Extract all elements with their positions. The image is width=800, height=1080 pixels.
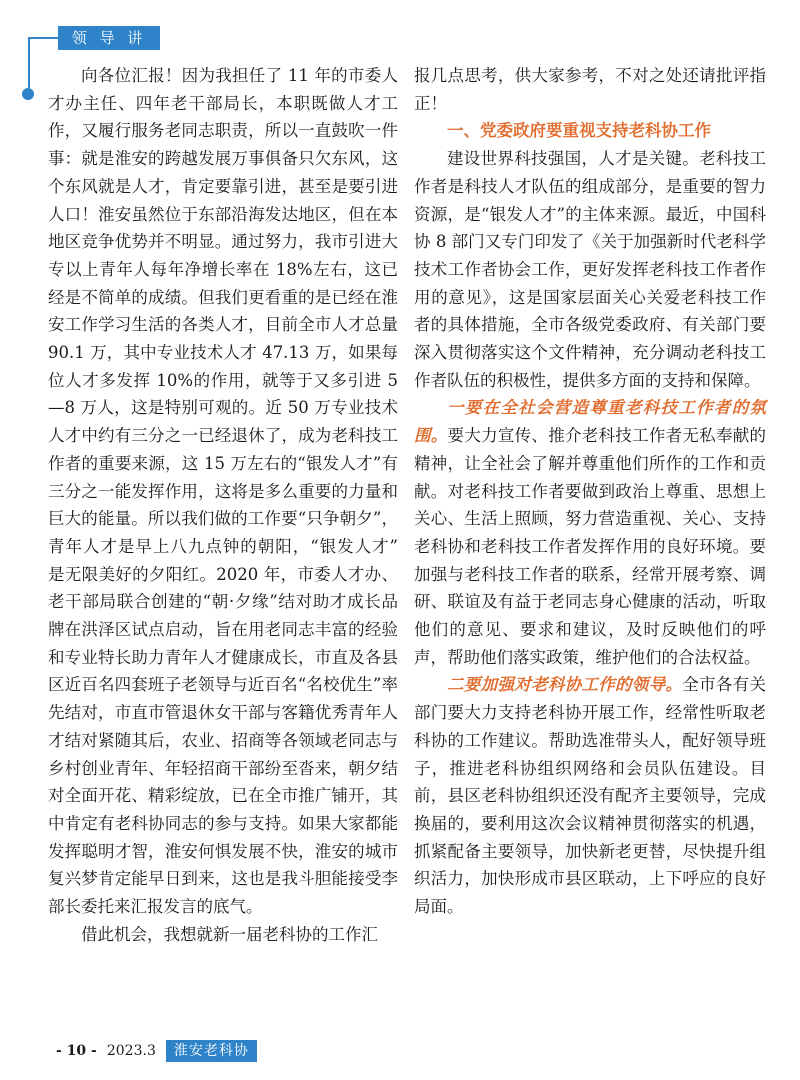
- page-footer: [56, 1040, 257, 1062]
- sub-point-body: 要大力宣传、推介老科技工作者无私奉献的精神，让全社会了解并尊重他们所作的工作和贡献。对老科技工作者要做到政治上尊重、思想上关心、生活上照顾，努力营造重视、关心、支持老科协和老科技工作者发挥作用的良好环境。要加强与老科技工作者的联系，经常开展考察、调研、联谊及有益于老同志身心健康的活动，听取他们的意见、要求和建议，及时反映他们的呼声，帮助他们落实政策，维护他们的合法权益。: [414, 426, 767, 667]
- body-paragraph: 借此机会，我想就新一届老科协的工作汇: [81, 924, 378, 944]
- sub-point-title: 一要在全社会营造尊重老科技工作者的氛围。: [414, 398, 766, 446]
- body-paragraph: 建设世界科技强国，人才是关键。老科技工作者是科技人才队伍的组成部分，是重要的智力资源，是“银发人才”的主体来源。最近，中国科协 8 部门又专门印发了《关于加强新时代老科学技术工作者协会工作，更好发挥老科技工作者作用的意见》，这是国家层面关心关爱老科技工作者的具体措施，全市各级党委政府、有关部门要深入贯彻落实这个文件精神，充分调动老科技工作者队伍的积极性，提供多方面的支持和保障。: [414, 149, 766, 390]
- sub-point-paragraph: [414, 394, 766, 671]
- issue-label: 2023.3: [106, 1043, 156, 1059]
- right-column: [414, 62, 766, 921]
- header-dot: [22, 88, 34, 100]
- page-number: - 10 -: [56, 1043, 97, 1059]
- section-heading: 一、党委政府要重视支持老科协工作: [447, 121, 711, 141]
- section-tag: 领 导 讲 话: [58, 26, 160, 50]
- body-paragraph: 向各位汇报！因为我担任了 11 年的市委人才办主任、四年老干部局长，本职既做人才工作，又履行服务老同志职责，所以一直鼓吹一件事：就是淮安的跨越发展万事俱备只欠东风，这个东风就是人才，肯定要靠引进，甚至是要引进人口！淮安虽然位于东部沿海发达地区，但在本地区竞争优势并不明显。通过努力，我市引进大专以上青年人每年净增长率在 18%左右，这已经是不简单的成绩。但我们更看重的是已经在淮安工作学习生活的各类人才，目前全市人才总量 90.1 万，其中专业技术人才 47.13 万，如果每位人才多发挥 10%的作用，就等于又多引进 5—8 万人，这是特别可观的。近 50 万专业技术人才中约有三分之一已经退休了，成为老科技工作者的重要来源，这 15 万左右的“银发人才”有三分之一能发挥作用，这将是多么重要的力量和巨大的能量。所以我们做的工作要“只争朝夕”，青年人才是早上八九点钟的朝阳，“银发人才” 是无限美好的夕阳红。2020 年，市委人才办、老干部局联合创建的“朝·夕缘”结对助才成长品牌在洪泽区试点启动，旨在用老同志丰富的经验和专业特长助力青年人才健康成长，市直及各县区近百名四套班子老领导与近百名“名校优生”率先结对，市直市管退休女干部与客籍优秀青年人才结对紧随其后，农业、招商等各领域老同志与乡村创业青年、年轻招商干部纷至沓来，朝夕结对全面开花、精彩绽放，已在全市推广铺开，其中肯定有老科协同志的参与支持。如果大家都能发挥聪明才智，淮安何惧发展不快，淮安的城市复兴梦肯定能早日到来，这也是我斗胆能接受李部长委托来汇报发言的底气。: [48, 66, 398, 917]
- left-column: [48, 62, 398, 949]
- sub-point-body: 全市各有关部门要大力支持老科协开展工作，经常性听取老科协的工作建议。帮助选准带头人，配好领导班子，推进老科协组织网络和会员队伍建设。目前，县区老科协组织还没有配齐主要领导，完成换届的，要利用这次会议精神贯彻落实的机遇，抓紧配备主要领导，加快新老更替，尽快提升组织活力，加快形成市县区联动，上下呼应的良好局面。: [414, 675, 767, 917]
- header-rule: [28, 37, 58, 39]
- sub-point-paragraph: [414, 671, 766, 920]
- continued-paragraph: 报几点思考，供大家参考，不对之处还请批评指正！: [414, 66, 766, 113]
- magazine-name: 淮安老科协: [166, 1040, 257, 1062]
- header-rail: [28, 38, 30, 93]
- sub-point-title: 二要加强对老科协工作的领导。: [447, 675, 683, 695]
